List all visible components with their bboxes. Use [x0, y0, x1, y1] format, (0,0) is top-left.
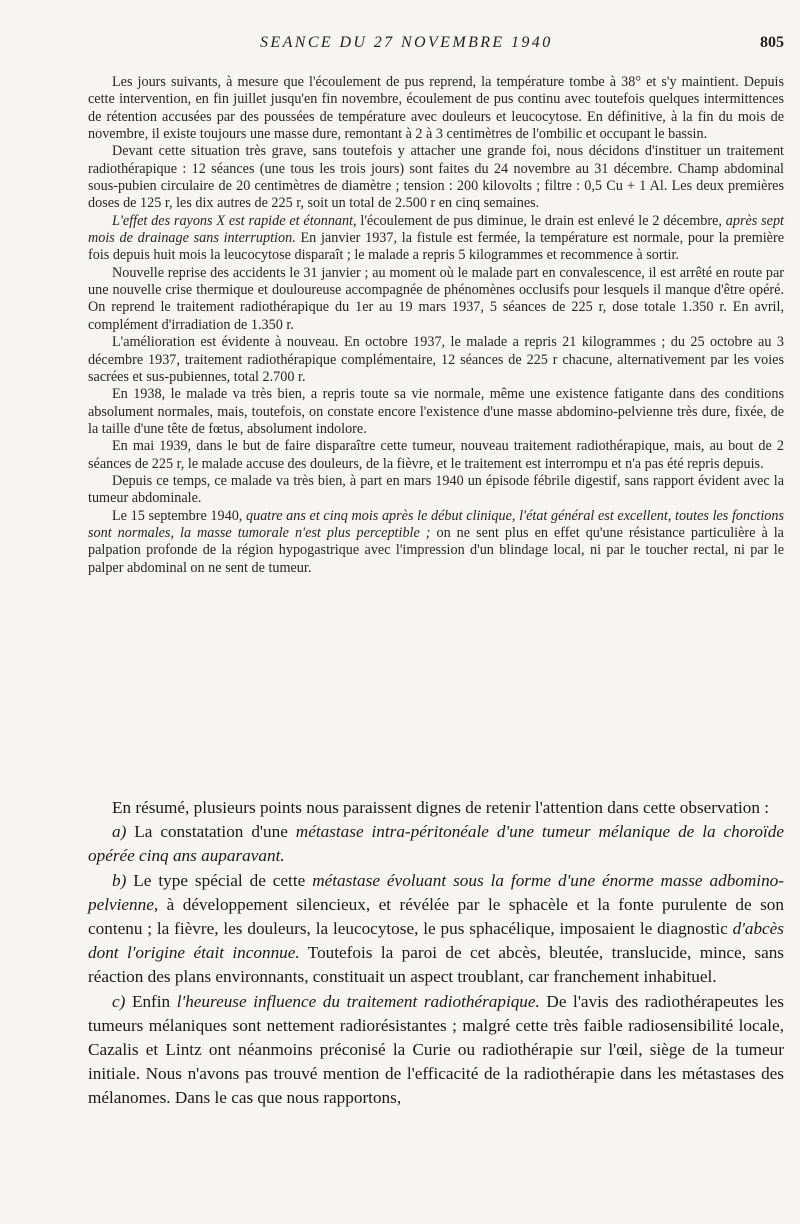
italic-text: quatre ans et cinq mois après le début clinique, l'état général est excellent, toutes les fonctions sont normales, la masse tumorale n'est plus perceptible ; [88, 507, 784, 541]
observation-text [88, 74, 784, 577]
text-run: En janvier 1937, la fistule est fermée, la température est normale, pour la première fois depuis huit mois la leucocytose disparaît ; le malade a repris 5 kilogrammes et recommence à sortir. [88, 230, 785, 264]
paragraph [88, 334, 784, 386]
text-run: on ne sent plus en effet qu'une résistance particulière à la palpation profonde de la région hypogastrique avec l'impression d'un blindage local, ni par le toucher rectal, ni par le palper abdominal on ne sent de tumeur. [88, 524, 784, 576]
text-run: Enfin [125, 991, 177, 1011]
italic-text: après sept mois de drainage sans interruption. [88, 212, 784, 247]
italic-text: c) [112, 991, 126, 1011]
text-run: L'amélioration est évidente à nouveau. En octobre 1937, le malade a repris 21 kilogrammes ; du 25 octobre au 3 décembre 1937, traitement radiothérapique complémentaire, 12 séances de 225 r chacune, alternativement par les voies sacrées et sus-pubiennes, total 2.700 r. [88, 334, 784, 385]
text-run: Le type spécial de cette [126, 870, 313, 890]
paragraph [88, 869, 784, 990]
paragraph [88, 213, 784, 265]
paragraph [88, 265, 784, 334]
italic-text: métastase intra-péritonéale d'une tumeur mélanique de la choroïde opérée cinq ans auparavant. [88, 822, 784, 866]
summary-text [88, 796, 784, 1111]
italic-text: l'heureuse influence du traitement radiothérapique. [176, 991, 540, 1011]
text-run: Nouvelle reprise des accidents le 31 janvier ; au moment où le malade part en convalescence, il est arrêté en route par une nouvelle crise thermique et douloureuse accompagnée de phénomènes occlusifs pour lesquels il manque d'être opéré. On reprend le traitement radiothérapique du 1er au 19 mars 1937, 5 séances de 225 r, dose totale 1.350 r. En avril, complément d'irradiation de 1.350 r. [88, 264, 784, 333]
italic-text: d'abcès dont l'origine était inconnue. [88, 919, 784, 963]
page-header [88, 34, 784, 54]
paragraph [88, 796, 784, 820]
paragraph [88, 143, 784, 212]
text-run: Toutefois la paroi de cet abcès, bleutée, translucide, mince, sans réaction des plans environnants, constituait un aspect troublant, car franchement inhabituel. [88, 943, 784, 987]
paragraph [88, 438, 784, 473]
text-run: La constatation d'une [126, 822, 296, 842]
text-run: En résumé, plusieurs points nous paraissent dignes de retenir l'attention dans cette observation : [112, 798, 770, 817]
text-run: l'écoulement de pus diminue, le drain est enlevé le 2 décembre, [356, 212, 726, 229]
text-run: En mai 1939, dans le but de faire disparaître cette tumeur, nouveau traitement radiothérapique, mais, au bout de 2 séances de 225 r, le malade accuse des douleurs, de la fièvre, et le traitement est interrompu et n'a pas été repris depuis. [88, 438, 784, 472]
text-run: Devant cette situation très grave, sans toutefois y attacher une grande foi, nous décidons d'instituer un traitement radiothérapique : 12 séances (une tous les trois jours) sont faites du 24 novembre au 31 décembre. Champ abdominal sous-pubien circulaire de 20 centimètres de diamètre ; tension : 200 kilovolts ; filtre : 0,5 Cu + 1 Al. Les deux premières doses de 125 r, les dix autres de 225 r, soit un total de 2.500 r en cinq semaines. [88, 143, 784, 212]
paragraph [88, 820, 784, 868]
text-run: En 1938, le malade va très bien, a repris toute sa vie normale, même une existence fatigante dans des conditions absolument normales, mais, toutefois, on constate encore l'existence d'une masse abdomino-pelvienne très dure, fixée, de la taille d'une tête de fœtus, absolument indolore. [88, 386, 784, 437]
text-run: De l'avis des radiothérapeutes les tumeurs mélaniques sont nettement radiorésistantes ; malgré cette très faible radiosensibilité locale, Cazalis et Lintz ont néanmoins préconisé la Curie ou radiothérapie sur l'œil, siège de la tumeur initiale. Nous n'avons pas trouvé mention de l'efficacité de la radiothérapie dans les métastases des mélanomes. Dans le cas que nous rapportons, [88, 991, 784, 1108]
text-run: Depuis ce temps, ce malade va très bien, à part en mars 1940 un épisode fébrile digestif, sans rapport évident avec la tumeur abdominale. [88, 472, 784, 507]
italic-text: a) [112, 822, 127, 842]
paragraph [88, 74, 784, 143]
italic-text: L'effet des rayons X est rapide et étonnant, [112, 212, 357, 229]
paragraph [88, 508, 784, 577]
paragraph [88, 473, 784, 508]
page-number: 805 [760, 34, 784, 51]
paragraph [88, 990, 784, 1111]
italic-text: métastase évoluant sous la forme d'une énorme masse adbomino-pelvienne, [88, 870, 784, 914]
text-run: Le 15 septembre 1940, [112, 507, 246, 524]
text-run: à développement silencieux, et révélée par le sphacèle et la fonte purulente de son contenu ; la fièvre, les douleurs, la leucocytose, le pus sphacélique, imposaient le diagnostic [88, 894, 784, 939]
text-run: Les jours suivants, à mesure que l'écoulement de pus reprend, la température tombe à 38° et s'y maintient. Depuis cette intervention, en fin juillet jusqu'en fin novembre, écoulement de pus continu avec toutefois quelques intermittences de rétention accusées par des poussées de température avec douleurs et leucocytose. En définitive, à la fin du mois de novembre, il existe toujours une masse dure, remontant à 2 à 3 centimètres de l'ombilic et occupant le bassin. [88, 74, 784, 143]
italic-text: b) [112, 870, 127, 890]
running-title: SEANCE DU 27 NOVEMBRE 1940 [260, 34, 553, 51]
paragraph [88, 386, 784, 438]
